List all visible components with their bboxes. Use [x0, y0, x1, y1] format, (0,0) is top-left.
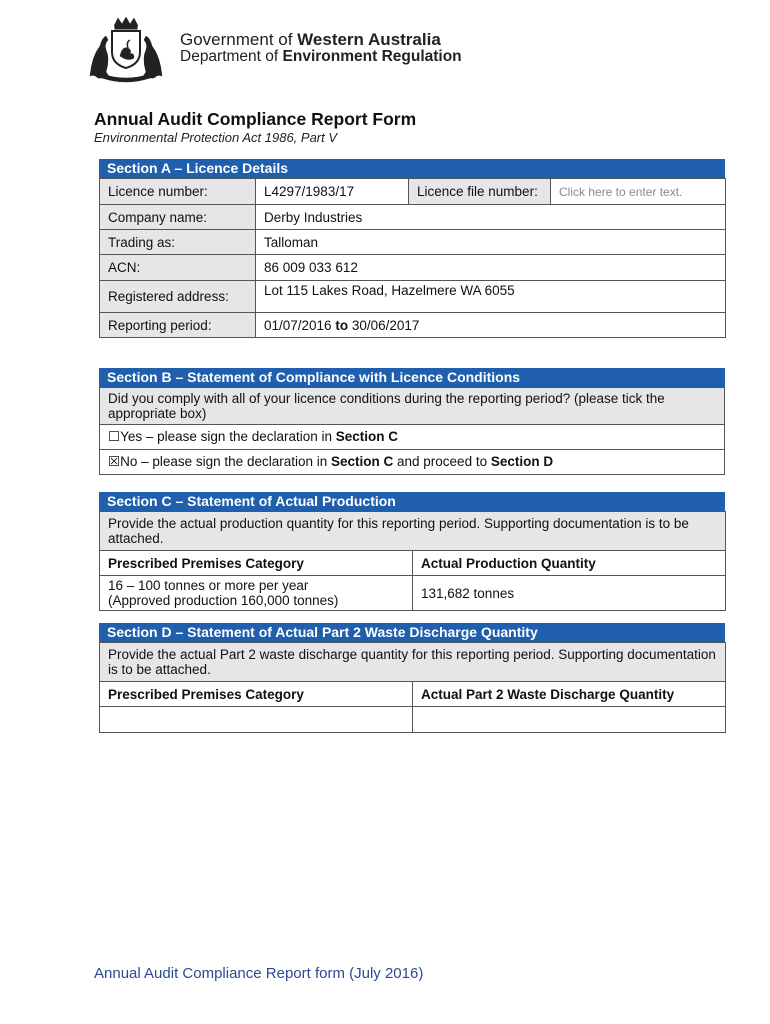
org-name-line1: Government of Western Australia [180, 30, 441, 49]
production-col-quantity-header: Actual Production Quantity [413, 551, 726, 576]
production-table [99, 511, 726, 611]
registered-address-label: Registered address: [100, 281, 256, 313]
acn-label: ACN: [100, 255, 256, 281]
no-option-text: No – please sign the declaration in [120, 454, 331, 469]
form-title: Annual Audit Compliance Report Form [94, 109, 417, 129]
licence-file-number-label: Licence file number: [409, 179, 551, 205]
page-footer: Annual Audit Compliance Report form (July 2016) [94, 965, 424, 982]
wa-coat-of-arms-icon [84, 16, 168, 84]
registered-address-field[interactable]: Lot 115 Lakes Road, Hazelmere WA 6055 [256, 281, 726, 313]
production-category-line2: (Approved production 160,000 tonnes) [108, 593, 339, 608]
production-instruction: Provide the actual production quantity for this reporting period. Supporting documentation is to be attached. [100, 512, 726, 551]
form-subtitle: Environmental Protection Act 1986, Part V [94, 130, 338, 145]
licence-number-field[interactable]: L4297/1983/17 [256, 179, 409, 205]
waste-category-cell[interactable] [100, 707, 413, 733]
waste-col-category-header: Prescribed Premises Category [100, 682, 413, 707]
period-to-word: to [335, 317, 349, 333]
no-checkbox[interactable]: ☒ [108, 454, 121, 469]
production-category-line1: 16 – 100 tonnes or more per year [108, 578, 309, 593]
yes-checkbox[interactable]: ☐ [108, 429, 121, 444]
waste-col-quantity-header: Actual Part 2 Waste Discharge Quantity [413, 682, 726, 707]
no-option-mid: and proceed to [393, 454, 491, 469]
reporting-period-field[interactable] [256, 313, 726, 338]
waste-instruction: Provide the actual Part 2 waste discharge quantity for this reporting period. Supporting documentation is to be attached. [100, 643, 726, 682]
company-name-label: Company name: [100, 205, 256, 230]
section-b-heading: Section B – Statement of Compliance with Licence Conditions [99, 368, 725, 387]
no-option-section-d: Section D [490, 454, 554, 469]
section-d [99, 623, 725, 733]
section-a [99, 159, 725, 338]
period-from: 01/07/2016 [264, 317, 332, 333]
waste-quantity-cell[interactable] [413, 707, 726, 733]
company-name-field[interactable]: Derby Industries [256, 205, 726, 230]
section-c [99, 492, 725, 611]
licence-file-number-field[interactable]: Click here to enter text. [551, 179, 726, 205]
no-option-section-c: Section C [331, 454, 394, 469]
section-a-heading: Section A – Licence Details [99, 159, 725, 178]
yes-option[interactable] [100, 425, 725, 450]
yes-option-section: Section C [335, 429, 399, 444]
production-category-cell[interactable] [100, 576, 413, 611]
org-name-line2: Department of Environment Regulation [180, 48, 462, 65]
licence-number-label: Licence number: [100, 179, 256, 205]
production-col-category-header: Prescribed Premises Category [100, 551, 413, 576]
trading-as-label: Trading as: [100, 230, 256, 255]
section-d-heading: Section D – Statement of Actual Part 2 Waste Discharge Quantity [99, 623, 725, 642]
compliance-table [99, 387, 725, 475]
reporting-period-label: Reporting period: [100, 313, 256, 338]
licence-details-table [99, 178, 726, 338]
section-c-heading: Section C – Statement of Actual Production [99, 492, 725, 511]
compliance-question: Did you comply with all of your licence conditions during the reporting period? (please tick the appropriate box) [100, 388, 725, 425]
trading-as-field[interactable]: Talloman [256, 230, 726, 255]
section-b [99, 368, 725, 475]
period-to: 30/06/2017 [351, 317, 420, 333]
acn-field[interactable]: 86 009 033 612 [256, 255, 726, 281]
production-quantity-cell[interactable]: 131,682 tonnes [413, 576, 726, 611]
yes-option-text: Yes – please sign the declaration in [120, 429, 336, 444]
no-option[interactable] [100, 450, 725, 475]
waste-discharge-table [99, 642, 726, 733]
